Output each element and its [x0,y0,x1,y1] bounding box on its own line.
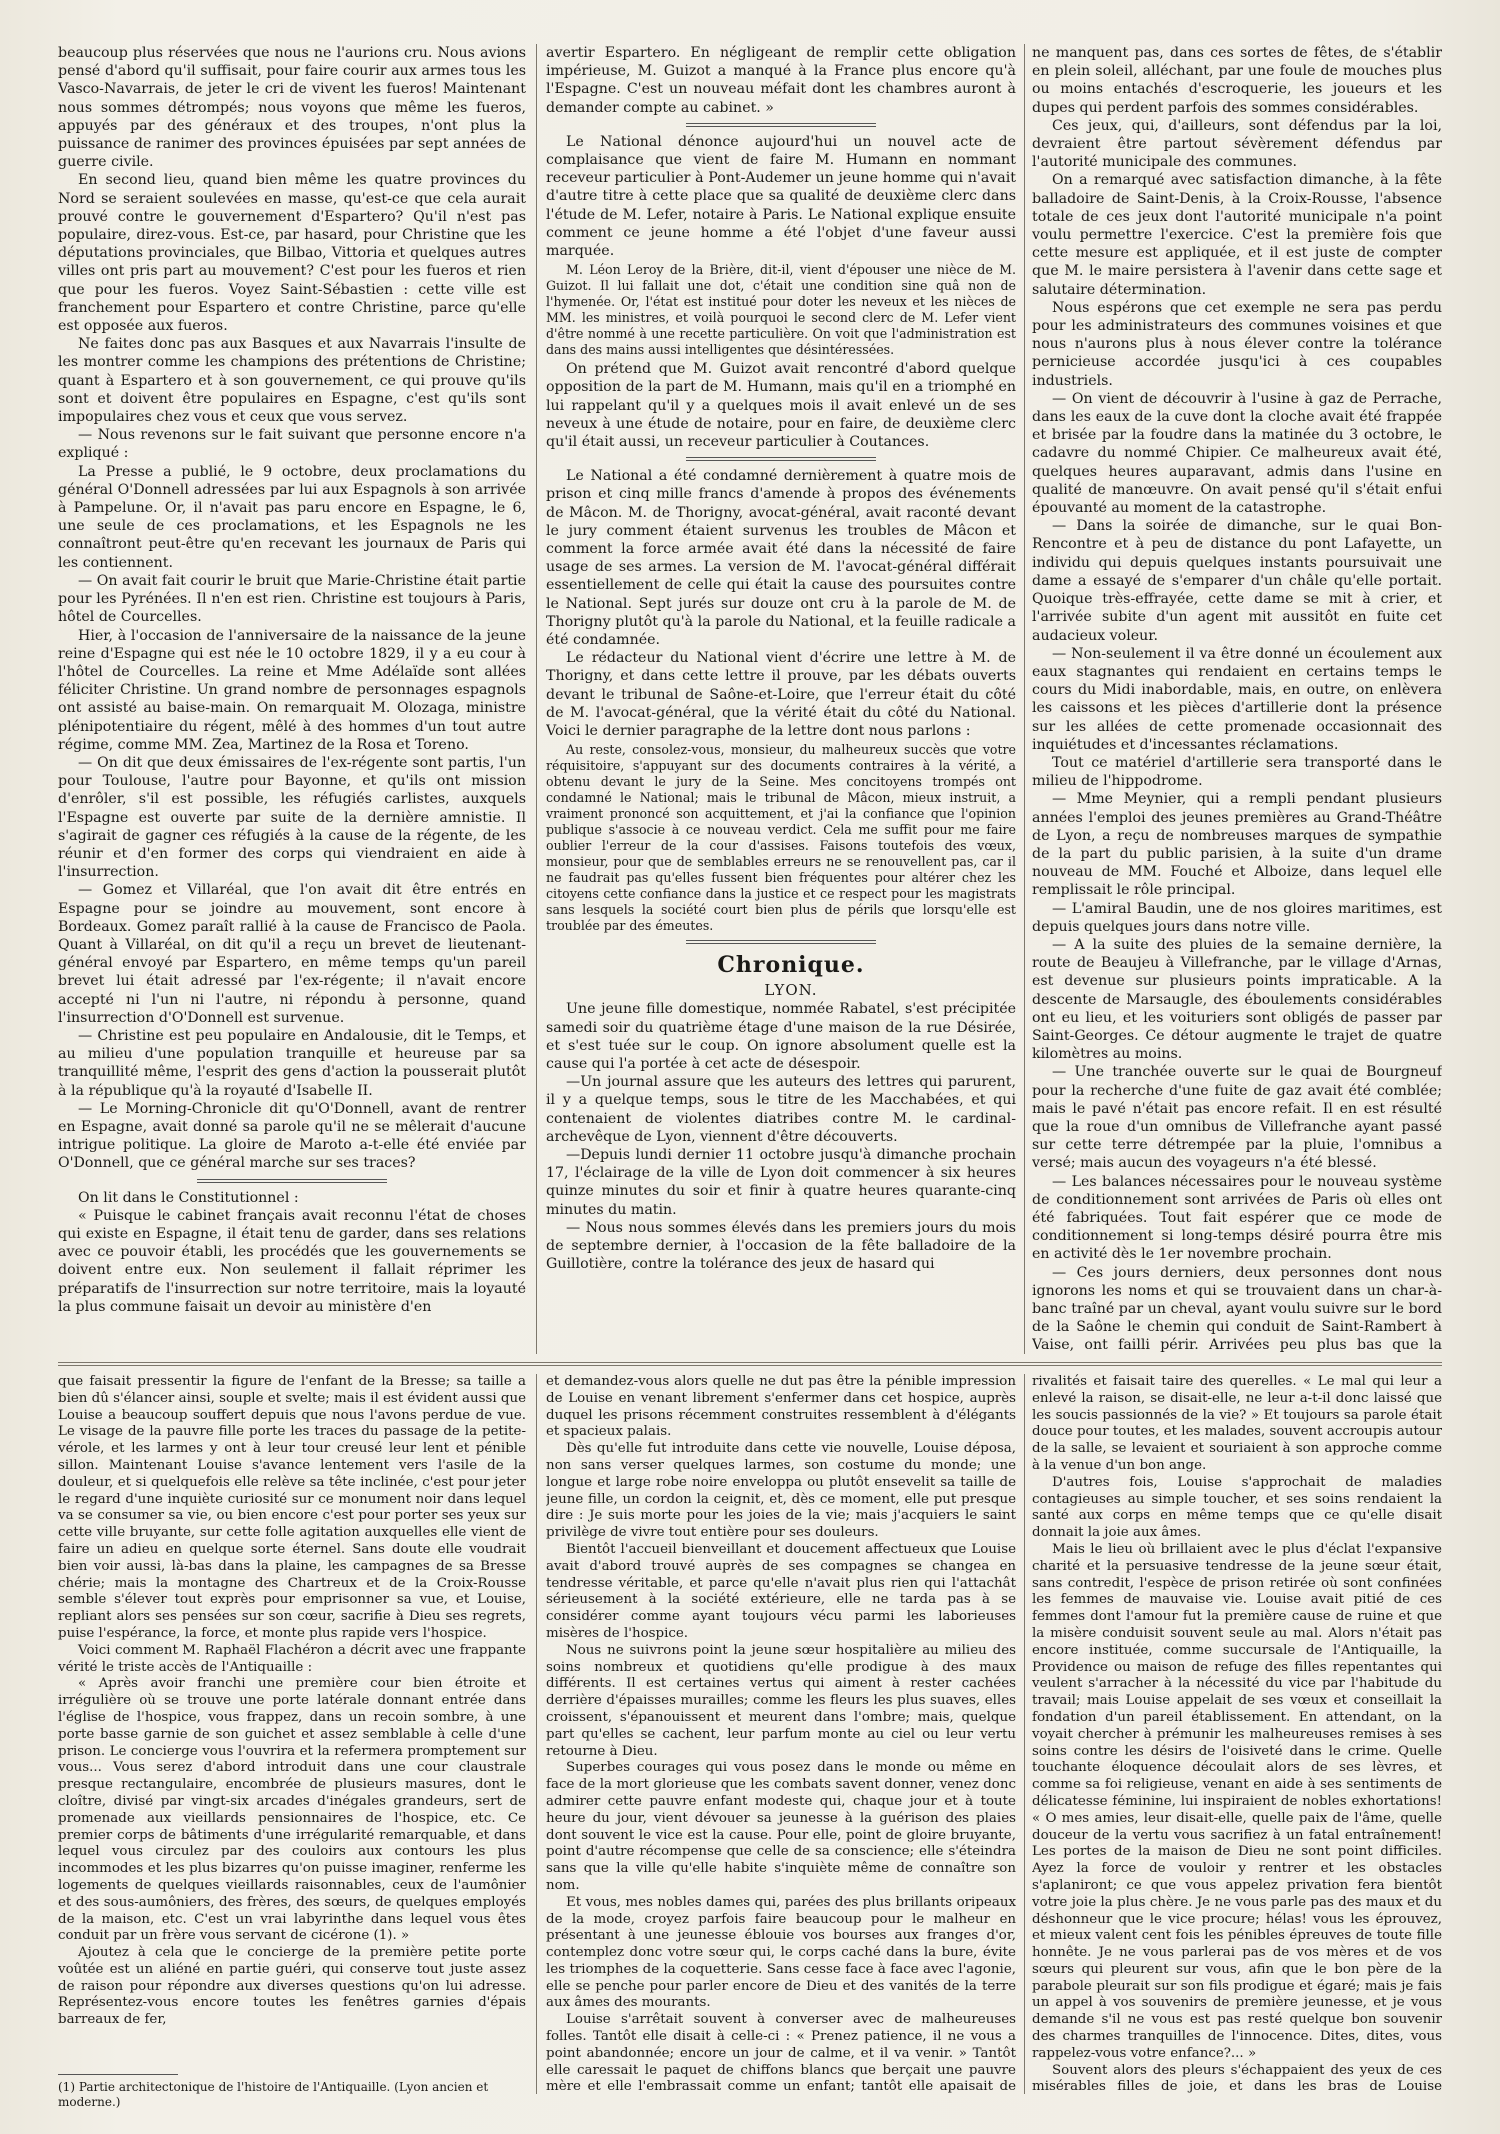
paragraph: Souvent alors des pleurs s'échappaient des yeux de ces misérables filles de joie, et dans les bras de Louise [1032,2062,1442,2094]
paragraph: avertir Espartero. En négligeant de remplir cette obligation impérieuse, M. Guizot a manqué à la France plus encore qu'à l'Espagne. C'est un nouveau méfait dont les chambres auront à demander compte au cabinet. » [546,45,1016,116]
paragraph: —Un journal assure que les auteurs des lettres qui parurent, il y a quelque temps, sous le titre de les Macchabées, et qui contenaient de violentes diatribes contre M. le cardinal-archevêque de Lyon, viennent d'être découverts. [546,1074,1016,1145]
feuilleton-column-2 [546,1374,1016,2094]
paragraph: — Gomez et Villaréal, que l'on avait dit être entrés en Espagne pour se joindre au mouvement, sont encore à Bordeaux. Gomez paraît rallié à la cause de Francisco de Paola. Quant à Villaréal, on dit qu'il a reçu un brevet de lieutenant-général envoyé par Espartero, en même temps qu'un pareil brevet lui était adressé par l'ex-régente; il n'avait encore accepté ni l'un ni l'autre, ni répondu à personne, quand l'insurrection d'O'Donnell est survenue. [58,882,526,1026]
paragraph: Le rédacteur du National vient d'écrire une lettre à M. de Thorigny, et dans cette lettre il prouve, par les débats ouverts devant le tribunal de Saône-et-Loire, que l'erreur était du côté de M. l'avocat-général, que la vérité était du côté du National. Voici le dernier paragraphe de la lettre dont nous parlons : [546,650,1016,740]
paragraph: — Les balances nécessaires pour le nouveau système de conditionnement sont arrivées de Paris où elles ont été fabriquées. Tout fait espérer que ce mode de conditionnement si long-temps désiré pourra être mis en activité dès le 1er novembre prochain. [1032,1173,1442,1263]
paragraph: — Nous revenons sur le fait suivant que personne encore n'a expliqué : [58,427,526,462]
paragraph: — On dit que deux émissaires de l'ex-régente sont partis, l'un pour Toulouse, l'autre pour Bayonne, et qu'ils ont mission d'enrôler, s'il est possible, les réfugiés carlistes, auxquels l'Espagne est ouverte par suite de la dernière amnistie. Il s'agirait de gagner ces réfugiés à la cause de la régente, de les réunir et d'en former des corps qui viendraient en aide à l'insurrection. [58,754,526,881]
paragraph: Ne faites donc pas aux Basques et aux Navarrais l'insulte de les montrer comme les champions des prétentions de Christine; quant à Espartero et à son gouvernement, ce qui prouve qu'ils sont et doivent être populaires en Espagne, c'est qu'ils sont impopulaires chez vous et ceux que vous servez. [58,336,526,426]
paragraph: rivalités et faisait taire des querelles. « Le mal qui leur a enlevé la raison, se disait-elle, ne leur a-t-il donc laissé que les soucis passionnés de la vie? » Et toujours sa parole était douce pour toutes, et les malades, souvent accroupis autour de la salle, se levaient et souriaient à son approche comme à la venue d'un bon ange. [1032,1374,1442,1473]
paragraph: Bientôt l'accueil bienveillant et doucement affectueux que Louise avait d'abord trouvé auprès de ses compagnes se changea en tendresse véritable, et parce qu'elle n'avait plus rien qui l'attachât sérieusement à la société extérieure, elle ne tarda pas à se considérer comme ayant toujours vécu parmi les laborieuses misères de l'hospice. [546,1541,1016,1641]
column-3 [1032,44,1442,1354]
column-rule [1024,1374,1025,2094]
paragraph: — A la suite des pluies de la semaine dernière, la route de Beaujeu à Villefranche, par le village d'Arnas, est devenue sur plusieurs points impraticable. A la descente de Marsaugle, des éboulements considérables ont eu lieu, et les voituriers sont obligés de passer par Saint-Georges. Ce détour augmente le trajet de quatre kilomètres au moins. [1032,936,1442,1063]
paragraph: Ces jeux, qui, d'ailleurs, sont défendus par la loi, devraient être partout sévèrement défendus par l'autorité municipale des communes. [1032,117,1442,171]
paragraph: On a remarqué avec satisfaction dimanche, à la fête balladoire de Saint-Denis, à la Croix-Rousse, l'absence totale de ces jeux dont l'autorité municipale n'a point voulu permettre l'exercice. C'est la première fois que cette mesure est appliquée, et il est juste de compter que M. le maire persistera à l'avenir dans cette sage et salutaire détermination. [1032,172,1442,298]
paragraph: On prétend que M. Guizot avait rencontré d'abord quelque opposition de la part de M. Humann, mais qu'il en a triomphé en lui rappelant qu'il y a quelques mois il avait enlevé un de ses neveux à une étude de notaire, pour en faire, de deuxième clerc qu'il était aussi, un receveur particulier à Coutances. [546,361,1016,451]
paragraph: beaucoup plus réservées que nous ne l'aurions cru. Nous avions pensé d'abord qu'il suffisait, pour faire courir aux armes tous les Vasco-Navarrais, de jeter le cri de vivent les fueros! Maintenant nous sommes détrompés; nous voyons que même les fueros, appuyés par des généraux et des troupes, n'ont plus la puissance de ranimer des provinces épuisées par sept années de guerre civile. [58,45,526,171]
paragraph: Mais le lieu où brillaient avec le plus d'éclat l'expansive charité et la persuasive tendresse de la jeune sœur était, sans contredit, l'espèce de prison retirée où sont confinées les femmes de mauvaise vie. Louise avait pitié de ces femmes dont l'amour fut la première cause de ruine et que la misère conduisit souvent seule au mal. Alors n'était pas encore instituée, comme succursale de l'Antiquaille, la Providence ou maison de refuge des filles repentantes qui veulent s'arracher à la nécessité du vice par l'habitude du travail; mais Louise appelait de ses vœux et conseillait la fondation d'un pareil établissement. En attendant, on la voyait chercher à prémunir les malheureuses remises à ses soins contre les désirs de l'oisiveté dans le crime. Quelle touchante éloquence découlait alors de ses lèvres, et comme sa foi religieuse, venant en aide à ses sentiments de délicatesse féminine, lui inspiraient de nobles exhortations! « O mes amies, leur disait-elle, quelle paix de l'âme, quelle douceur de la vertu vous sacrifiez à un fatal entraînement! Les portes de la maison de Dieu ne sont point difficiles. Ayez la force de vouloir y rentrer et les obstacles s'aplaniront; ce que vous appelez privation fera bientôt votre joie la plus chère. Je ne vous parle pas des maux et du déshonneur que le vice procure; hélas! vous les éprouvez, et mieux valent cent fois les pénibles épreuves de toute fille honnête. Je ne vous parlerai pas de vos mères et de vos sœurs qui pleurent sur vous, afin que le bon père de la parabole pleurait sur son fils prodigue et égaré; mais je fais un appel à vos souvenirs de première jeunesse, et je vous demande s'il ne vous est pas resté quelque bon souvenir des charmes tranquilles de l'innocence. Dites, dites, vous rappelez-vous votre enfance?... » [1032,1541,1442,2061]
paragraph: — On vient de découvrir à l'usine à gaz de Perrache, dans les eaux de la cuve dont la cloche avait été frappée et brisée par la foudre dans la matinée du 3 octobre, le cadavre du nommé Chipier. Ce malheureux avait été, quelques heures auparavant, admis dans l'usine en qualité de manœuvre. On avait pensé qu'il s'était enfui épouvanté au moment de la catastrophe. [1032,390,1442,517]
separator [686,457,876,461]
paragraph: Le National a été condamné dernièrement à quatre mois de prison et cinq mille francs d'amende à propos des événements de Mâcon. M. de Thorigny, avocat-général, avait raconté devant le jury comment étaient survenus les troubles de Mâcon et comment la force armée avait été dans la nécessité de faire usage de ses armes. La version de M. l'avocat-général différait essentiellement de celle qui était la cause des poursuites contre le National. Sept jurés sur douze ont cru à la parole de M. de Thorigny plutôt qu'à la parole du National, et la feuille radicale a été condamnée. [546,468,1016,649]
paragraph: Tout ce matériel d'artillerie sera transporté dans le milieu de l'hippodrome. [1032,754,1442,790]
paragraph: Nous espérons que cet exemple ne sera pas perdu pour les administrateurs des communes voisines et que nous n'aurons plus à nous élever contre la tolérance pernicieuse accordée jusqu'ici à ces coupables industriels. [1032,299,1442,389]
paragraph: Ajoutez à cela que le concierge de la première petite porte voûtée est un aliéné en partie guéri, qui conserve tout juste assez de raison pour répondre aux diverses questions qu'on lui adresse. Représentez-vous encore toutes les fenêtres garnies d'épais barreaux de fer, [58,1945,526,2028]
column-rule [1024,44,1025,1354]
paragraph: Hier, à l'occasion de l'anniversaire de la naissance de la jeune reine d'Espagne qui est née le 10 octobre 1829, il y a eu cour à l'hôtel de Courcelles. La reine et Mme Adélaïde sont allées féliciter Christine. Un grand nombre de personnages espagnols ont assisté au baise-main. On remarquait M. Olozaga, ministre plénipotentiaire du régent, mêlé à des hommes d'un tout autre régime, comme MM. Zea, Martinez de la Rosa et Toreno. [58,627,526,753]
feuilleton-rule [58,1362,1442,1363]
feuilleton-column-1 [58,1374,526,2066]
separator [686,123,876,127]
paragraph: En second lieu, quand bien même les quatre provinces du Nord se seraient soulevées en masse, qu'est-ce que cela aurait prouvé contre le gouvernement d'Espartero? Qu'il n'est pas populaire, direz-vous. Est-ce, par hasard, pour Christine que les députations provinciales, que Bilbao, Vittoria et quelques autres villes ont pris part au mouvement? C'est pour les fueros et rien que pour les fueros. Voyez Saint-Sébastien : cette ville est franchement pour Espartero et contre Christine, parce qu'elle est opposée aux fueros. [58,172,526,335]
separator [686,940,876,944]
paragraph: La Presse a publié, le 9 octobre, deux proclamations du général O'Donnell adressées par lui aux Espagnols à son arrivée à Pampelune. Or, il n'avait pas paru encore en Espagne, le 6, une seule de ces proclamations, et les Espagnols ne les connaîtront peut-être qu'en recevant les journaux de Paris qui les contiennent. [58,463,526,571]
paragraph: Et vous, mes nobles dames qui, parées des plus brillants oripeaux de la mode, croyez parfois faire beaucoup pour le malheur en présentant à une jeunesse éblouie vos bourses aux franges d'or, contemplez donc votre sœur qui, le corps caché dans la bure, évite les triomphes de la coquetterie. Sans cesse face à face avec l'agonie, elle se penche pour parler encore de Dieu et des vanités de la terre aux âmes des mourants. [546,1894,1016,2011]
quoted-paragraph: Au reste, consolez-vous, monsieur, du malheureux succès que votre réquisitoire, s'appuyant sur des documents contraires à la vérité, a obtenu devant le jury de la Seine. Mes concitoyens trompés ont condamné le National; mais le tribunal de Mâcon, mieux instruit, a vraiment prononcé son acquittement, et j'ai la confiance que l'opinion publique s'associe à ce nouveau verdict. Cela me suffit pour me faire oublier l'erreur de la cour d'assises. Faisons toutefois des vœux, monsieur, pour que de semblables erreurs ne se renouvellent pas, car il ne faudrait pas qu'elles fussent bien fréquentes pour altérer chez les citoyens cette confiance dans la justice et ce respect pour les magistrats sans lesquels la société court bien plus de périls que lorsqu'elle est troublée par des émeutes. [546,742,1016,934]
paragraph: — Mme Meynier, qui a rempli pendant plusieurs années l'emploi des jeunes premières au Grand-Théâtre de Lyon, a reçu de nombreuses marques de sympathie de la part du public parisien, à la suite d'un drame nouveau de MM. Fouché et Alboize, dans lequel elle remplissait le rôle principal. [1032,791,1442,899]
paragraph: — Dans la soirée de dimanche, sur le quai Bon-Rencontre et à peu de distance du pont Lafayette, un individu qui depuis quelques instants poursuivait une dame a essayé de s'emparer d'un châle qu'elle portait. Quoique très-effrayée, cette dame se mit à crier, et l'arrivée subite d'un agent mit aussitôt en fuite cet audacieux voleur. [1032,518,1442,644]
section-heading: Chronique. [717,952,865,979]
paragraph: — Le Morning-Chronicle dit qu'O'Donnell, avant de rentrer en Espagne, avait donné sa parole qu'il ne se mêlerait d'aucune intrigue politique. La gloire de Maroto a-t-elle été enviée par O'Donnell, que ce général marche sur ses traces? [58,1100,526,1172]
separator [197,1179,387,1183]
paragraph: Une jeune fille domestique, nommée Rabatel, s'est précipitée samedi soir du quatrième étage d'une maison de la rue Désirée, et s'est tuée sur le coup. On ignore absolument quelle est la cause qui l'a portée à cet acte de désespoir. [546,1001,1016,1072]
paragraph: D'autres fois, Louise s'approchait de maladies contagieuses au simple toucher, et ses soins rendaient la santé aux corps en même temps que ce qu'elle disait donnait la joie aux âmes. [1032,1474,1442,1541]
column-2 [546,44,1016,1354]
feuilleton-column-3 [1032,1374,1442,2094]
paragraph: Louise s'arrêtait souvent à converser avec de malheureuses folles. Tantôt elle disait à celle-ci : « Prenez patience, il ne vous a point abandonnée; encore un jour de calme, et il va venir. » Tantôt elle caressait le paquet de chiffons blancs que berçait une pauvre mère et elle l'embrassait comme un enfant; tantôt elle apaisait de [546,2012,1016,2094]
paragraph: ne manquent pas, dans ces sortes de fêtes, de s'établir en plein soleil, alléchant, par une foule de mouches plus ou moins entachés d'escroquerie, les joueurs et les dupes qui perdent parfois des sommes considérables. [1032,45,1442,116]
paragraph: — Christine est peu populaire en Andalousie, dit le Temps, et au milieu d'une population tranquille et heureuse par sa tranquillité même, l'esprit des gens d'action la pousserait plutôt à la république qu'à la royauté d'Isabelle II. [58,1027,526,1099]
paragraph: —Depuis lundi dernier 11 octobre jusqu'à dimanche prochain 17, l'éclairage de la ville de Lyon doit commencer à six heures quinze minutes du soir et finir à quatre heures quarante-cinq minutes du matin. [546,1146,1016,1218]
paragraph: — Non-seulement il va être donné un écoulement aux eaux stagnantes qui rendaient en certains temps le cours du Midi inabordable, mais, en outre, on enlèvera les caissons et les pièces d'artillerie dont la présence sur les allées de cette promenade occasionnait des inquiétudes et d'incessantes réclamations. [1032,645,1442,753]
paragraph: Le National dénonce aujourd'hui un nouvel acte de complaisance que vient de faire M. Humann en nommant receveur particulier à Pont-Audemer un jeune homme qui n'avait d'autre titre à cette place que sa qualité de deuxième clerc dans l'étude de M. Lefer, notaire à Paris. Le National explique ensuite comment ce jeune homme a été l'objet d'une faveur aussi marquée. [546,133,1016,260]
quoted-paragraph: M. Léon Leroy de la Brière, dit-il, vient d'épouser une nièce de M. Guizot. Il lui fallait une dot, c'était une condition sine quâ non de l'hymenée. Or, l'état est institué pour doter les neveux et les nièces de MM. les ministres, et voilà pourquoi le second clerc de M. Lefer vient d'être nommé à une recette particulière. On voit que l'administration est dans des mains aussi intelligentes que désintéressées. [546,262,1016,358]
paragraph: — Nous nous sommes élevés dans les premiers jours du mois de septembre dernier, à l'occasion de la fête balladoire de la Guillotière, contre la tolérance des jeux de hasard qui [546,1219,1016,1273]
paragraph: « Après avoir franchi une première cour bien étroite et irrégulière où se trouve une porte latérale donnant entrée dans l'église de l'hospice, vous frappez, dans un recoin sombre, à une porte basse garnie de son guichet et assez semblable à celle d'une prison. Le concierge vous l'ouvrira et la refermera promptement sur vous... Vous serez d'abord introduit dans une cour claustrale presque rectangulaire, encombrée de plusieurs masures, dont le cloître, divisé par vingt-six arcades d'inégales grandeurs, sert de promenade aux vieillards pensionnaires de l'hospice, etc. Ce premier corps de bâtiments d'une irrégularité remarquable, et dans lequel vous circulez par des couloirs aux contours les plus incommodes et les plus bizarres qu'on puisse imaginer, renferme les logements de quelques vieillards raisonnables, ceux de l'aumônier et des sous-aumôniers, des frères, des sœurs, de quelques employés de la maison, etc. C'est un vrai labyrinthe dans lequel vous êtes conduit par un frère vous servant de cicérone (1). » [58,1676,526,1944]
column-1 [58,44,526,1354]
paragraph: Voici comment M. Raphaël Flachéron a décrit avec une frappante vérité le triste accès de l'Antiquaille : [58,1642,526,1675]
column-rule [536,1374,537,2094]
paragraph: Dès qu'elle fut introduite dans cette vie nouvelle, Louise déposa, non sans verser quelques larmes, son costume du monde; une longue et large robe noire enveloppa ou plutôt ensevelit sa taille de jeune fille, un cordon la ceignit, et, dès ce moment, elle put presque dire : Je suis morte pour les joies de la vie; mais j'acquiers le saint privilège de vivre tout entière pour ses douleurs. [546,1441,1016,1541]
city-heading: LYON. [764,981,818,1000]
footnote: (1) Partie architectonique de l'histoire de l'Antiquaille. (Lyon ancien et moderne.) [58,2080,489,2109]
paragraph: — L'amiral Baudin, une de nos gloires maritimes, est depuis quelques jours dans notre ville. [1032,900,1442,935]
column-rule [536,44,537,1354]
paragraph: On lit dans le Constitutionnel : [78,1189,299,1206]
paragraph: — On avait fait courir le bruit que Marie-Christine était partie pour les Pyrénées. Il n'en est rien. Christine est toujours à Paris, hôtel de Courcelles. [58,572,526,626]
footnote-rule [58,2074,178,2075]
feuilleton-rule [58,1365,1442,1366]
paragraph: que faisait pressentir la figure de l'enfant de la Bresse; sa taille a bien dû s'élancer ainsi, souple et svelte; mais il est évident aussi que Louise a beaucoup souffert depuis que nous l'avons perdue de vue. Le visage de la pauvre fille porte les traces du passage de la petite-vérole, et les larmes y ont à leur tour creusé leur lent et pénible sillon. Maintenant Louise s'avance lentement vers l'asile de la douleur, et si quelquefois elle relève sa tête inclinée, c'est pour jeter le regard d'une inquiète curiosité sur ce monument noir dans lequel va se consumer sa vie, ou bien encore c'est pour porter ses yeux sur cette ville bruyante, sur cette folle agitation auxquelles elle vient de faire un adieu en quelque sorte éternel. Sans doute elle voudrait bien voir aussi, là-bas dans la plaine, les campagnes de sa Bresse chérie; mais la montagne des Chartreux et de la Croix-Rousse semble s'élever tout exprès pour emprisonner sa vue, et Louise, repliant alors ses pensées sur son cœur, sacrifie à Dieu ses regrets, puise l'espérance, la force, et monte plus rapide vers l'hospice. [58,1374,526,1641]
paragraph: Nous ne suivrons point la jeune sœur hospitalière au milieu des soins nombreux et quotidiens qu'elle prodigue à des maux différents. Il est certaines vertus qui aiment à rester cachées derrière d'épaisses murailles; comme les fleurs les plus suaves, elles croissent, s'épanouissent et meurent dans l'ombre; mais, quelque part qu'elles se cachent, leur parfum monte au ciel ou leur vertu retourne à Dieu. [546,1642,1016,1759]
paragraph: — Ces jours derniers, deux personnes dont nous ignorons les noms et qui se trouvaient dans un char-à-banc traîné par un cheval, ayant voulu suivre sur le bord de la Saône le chemin qui conduit de Saint-Rambert à Vaise, ont failli périr. Arrivées peu plus bas que la [1032,1264,1442,1354]
paragraph: « Puisque le cabinet français avait reconnu l'état de choses qui existe en Espagne, il était tenu de garder, dans ses relations avec ce pouvoir établi, les procédés que les gouvernements se doivent entre eux. Non seulement il fallait réprimer les préparatifs de l'insurrection sur notre territoire, mais la loyauté la plus commune faisait un devoir au ministère d'en [58,1207,526,1315]
paragraph: et demandez-vous alors quelle ne dut pas être la pénible impression de Louise en venant librement s'enfermer dans cet hospice, auprès duquel les prisons récemment construites ressemblent à d'élégants et spacieux palais. [546,1374,1016,1440]
paragraph: — Une tranchée ouverte sur le quai de Bourgneuf pour la recherche d'une fuite de gaz avait été comblée; mais le pavé n'était pas encore refait. Il en est résulté que la roue d'un omnibus de Villefranche ayant passé sur cette terre détrempée par la pluie, l'omnibus a versé; mais aucun des voyageurs n'a été blessé. [1032,1064,1442,1172]
paragraph: Superbes courages qui vous posez dans le monde ou même en face de la mort glorieuse que les combats savent donner, venez donc admirer cette pauvre enfant modeste qui, chaque jour et à toute heure du jour, vient dévouer sa jeunesse à la guérison des plaies dont souvent le vice est la cause. Pour elle, point de gloire bruyante, point d'autre récompense que celle de sa conscience; elle s'éteindra sans que la ville qu'elle habite s'inquiète même de connaître son nom. [546,1760,1016,1893]
